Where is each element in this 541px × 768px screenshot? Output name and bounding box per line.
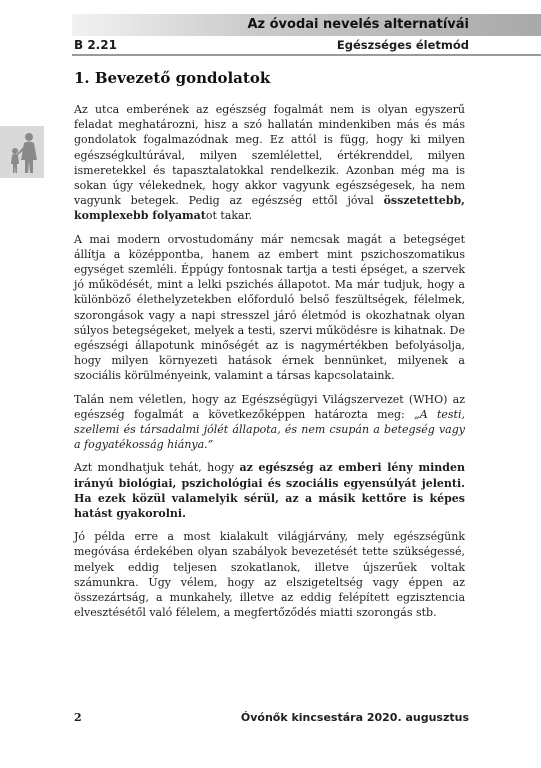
paragraph-4-bold: az egészség az emberi lény minden irányú biológiai, pszichológiai és szociális egyensúlyát jelenti. Ha ezek közül valamelyik sérül, az a másik kettőre is képes hatást gyakorolni. xyxy=(74,461,465,521)
paragraph-1-text: Az utca emberének az egészség fogalmát nem is olyan egyszerű feladat meghatározni, hisz a szó hallatán mindenkiben más és más gondolatok fogalmazódnak meg. Ez attól is függ, hogy ki milyen egészségkultúrával, milyen szemlélettel, értékrenddel, milyen ismeretekkel és tapasztalatokkal rendelkezik. Azonban még ma is sokan úgy vélekednek, hogy akkor vagyunk egészségesek, ha nem vagyunk betegek. Pedig az egészség ettől jóval xyxy=(74,103,465,208)
paragraph-1-tail: ot takar. xyxy=(205,209,253,223)
section-heading: 1. Bevezető gondolatok xyxy=(74,69,271,87)
header-title: Az óvodai nevelés alternatívái xyxy=(247,17,469,32)
side-tab xyxy=(0,126,44,178)
paragraph-2: A mai modern orvostudomány már nemcsak magát a betegséget állítja a középpontba, hanem az embert mint pszichoszomatikus egységet szemléli. Éppúgy fontosnak tartja a testi épséget, a szervek jó működését, mint a lelki pszichés állapotot. Ma már tudjuk, hogy a különböző élethelyzetekben előforduló belső feszültségek, félelmek, szorongások vagy a napi stresszel járó életmód is okozhatnak olyan súlyos betegségeket, melyek a testi, szervi működésre is kihatnak. De egészségi állapotunk minőségét az is nagymértékben befolyásolja, hogy milyen környezeti hatások érnek bennünket, milyenek a szociális körülményeink, valamint a társas kapcsolataink. xyxy=(74,232,465,383)
parent-child-icon xyxy=(6,132,40,174)
footer-title: Óvónők kincsestára 2020. augusztus xyxy=(240,711,469,724)
paragraph-4 xyxy=(74,460,465,521)
header-subtitle: Egészséges életmód xyxy=(336,38,469,52)
paragraph-3 xyxy=(74,392,465,453)
article-body xyxy=(74,102,465,629)
paragraph-1 xyxy=(74,102,465,224)
paragraph-3-text: Talán nem véletlen, hogy az Egészségügyi Világszervezet (WHO) az egészség fogalmát a következőképpen határozta meg: xyxy=(74,392,465,421)
paragraph-4-text: Azt mondhatjuk tehát, hogy xyxy=(74,461,240,475)
page-number: 2 xyxy=(74,711,82,724)
who-definition-quote: „A testi, szellemi és társadalmi jólét állapota, és nem csupán a betegség vagy a fogyatékosság hiánya.” xyxy=(74,407,465,452)
paragraph-5: Jó példa erre a most kialakult világjárvány, mely egészségünk megóvása érdekében olyan szabályok bevezetését tette szükségessé, melyek eddig teljesen szokatlanok, illetve újszerűek voltak számunkra. Úgy vélem, hogy az elszigeteltség vagy éppen az összezártság, a munkahely, illetve az eddig felépített egzisztencia elvesztésétől való félelem, a megfertőződés miatti szorongás stb. xyxy=(74,530,465,620)
header-rule xyxy=(72,54,541,56)
section-code: B 2.21 xyxy=(74,38,117,52)
paragraph-1-bold: összetettebb, komplexebb folyamat xyxy=(74,194,465,223)
